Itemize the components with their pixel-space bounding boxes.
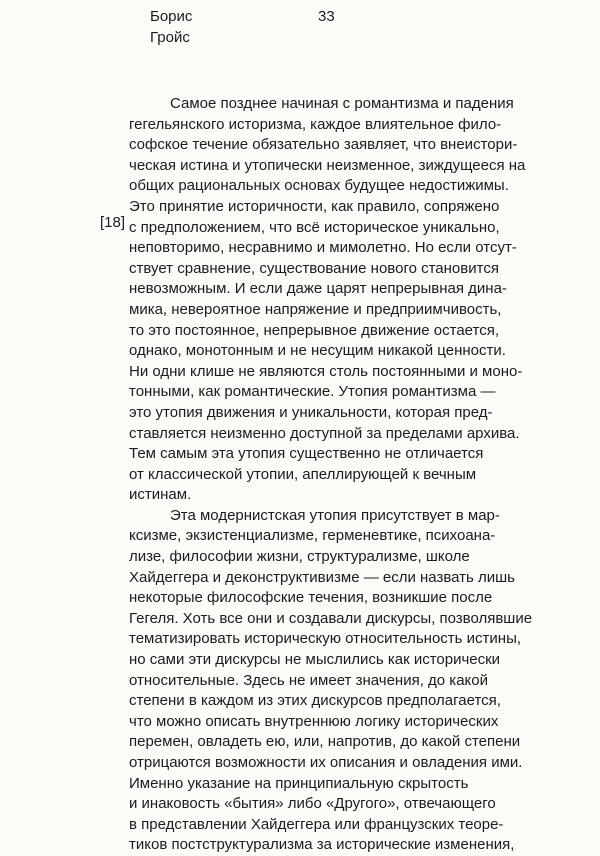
text-line: то это постоянное, непрерывное движение остается, [129,321,499,339]
text-line: тематизировать историческую относительность истины, [129,630,522,648]
running-head-author [150,6,230,48]
text-line: перемен, овладеть ею, или, напротив, до какой степени [129,733,521,751]
text-line: ставляется неизменно доступной за пределами архива. [129,424,520,442]
paragraph [129,94,529,506]
text-line: Эта модернистская утопия присутствует в мар- [170,506,500,524]
margin-reference-note: [18] [100,214,126,231]
text-line: что можно описать внутреннюю логику исторических [129,712,499,730]
paragraph [129,506,533,856]
text-line: Это принятие историчности, как правило, сопряжено [129,197,500,215]
text-line: некоторые философские течения, возникшие после [129,589,493,607]
text-line: тиков постструктурализма за исторические изменения, [129,836,515,854]
text-line: общих рациональных основах будущее недостижимы. [129,177,509,195]
text-line: мика, невероятное напряжение и предприимчивость, [129,300,502,318]
text-line: лизе, философии жизни, структурализме, школе [129,548,470,566]
text-line: с предположением, что всё историческое уникально, [129,218,500,236]
text-line: Ни одни клише не являются столь постоянными и моно- [129,362,523,380]
text-line: ческая истина и утопически неизменное, зиждущееся на [129,156,526,174]
text-line: Хайдеггера и деконструктивизме — если назвать лишь [129,568,515,586]
text-line: в представлении Хайдеггера или французских теоре- [129,815,504,833]
text-line: это утопия движения и уникальности, которая пред- [129,403,493,421]
text-line: однако, монотонным и не несущим никакой ценности. [129,342,506,360]
text-line: но сами эти дискурсы не мыслились как исторически [129,651,501,669]
text-line: и инаковость «бытия» либо «Другого», отвечающего [129,795,496,813]
text-line: Гегеля. Хоть все они и создавали дискурсы, позволявшие [129,609,533,627]
text-line: тонными, как романтические. Утопия романтизма — [129,383,496,401]
author-first-name: Борис [150,8,193,25]
text-line: от классической утопии, апеллирующей к вечным [129,465,477,483]
text-line: Самое позднее начиная с романтизма и падения [170,95,514,112]
page-number: 33 [318,8,335,25]
text-line: Тем самым эта утопия существенно не отличается [129,445,484,463]
text-line: ствует сравнение, существование нового становится [129,259,499,277]
text-line: неповторимо, несравнимо и мимолетно. Но если отсут- [129,239,517,257]
text-line: невозможным. И если даже царят непрерывная дина- [129,280,507,298]
text-line: отрицаются возможности их описания и овладения ими. [129,754,523,771]
text-line: софское течение обязательно заявляет, что внеистори- [129,136,518,154]
body-text [129,94,533,856]
text-line: гегельянского историзма, каждое влиятельное фило- [129,115,502,133]
text-line: относительные. Здесь не имеет значения, до какой [129,671,488,689]
text-line: истинам. [129,486,192,504]
text-line: Именно указание на принципиальную скрытость [129,774,469,792]
author-last-name: Гройс [150,29,190,46]
text-line: ксизме, экзистенциализме, герменевтике, психоана- [129,527,496,545]
text-line: степени в каждом из этих дискурсов предполагается, [129,692,501,710]
